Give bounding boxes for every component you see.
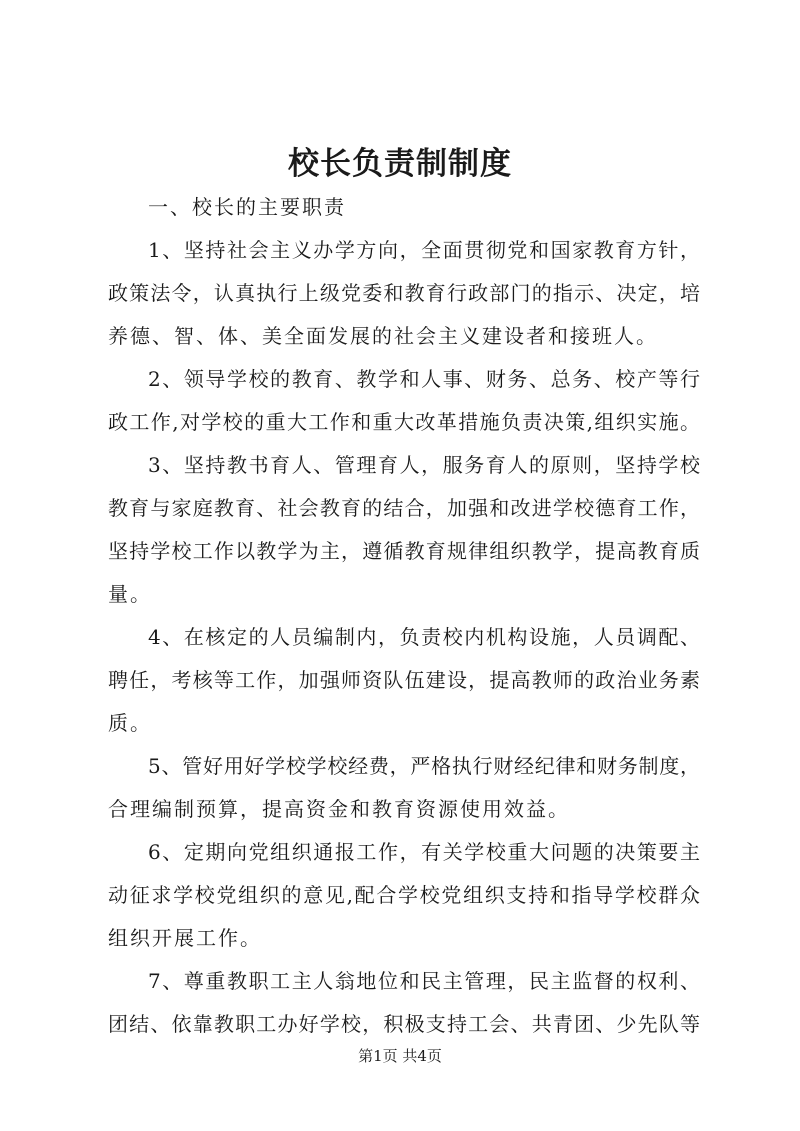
document-title: 校长负责制制度 [288, 146, 512, 182]
paragraph-line: 1、坚持社会主义办学方向，全面贯彻党和国家教育方针， [148, 238, 700, 262]
paragraph-line: 3、坚持教书育人、管理育人，服务育人的原则，坚持学校 [148, 453, 700, 477]
paragraph-line: 团结、依靠教职工办好学校，积极支持工会、共青团、少先队等 [108, 1012, 700, 1036]
paragraph-line: 政策法令，认真执行上级党委和教育行政部门的指示、决定，培 [108, 281, 700, 305]
paragraph-line: 质。 [108, 711, 152, 735]
paragraph-line: 政工作,对学校的重大工作和重大改革措施负责决策,组织实施。 [108, 410, 700, 434]
paragraph-line: 坚持学校工作以教学为主，遵循教育规律组织教学，提高教育质 [108, 539, 700, 563]
paragraph-line: 教育与家庭教育、社会教育的结合，加强和改进学校德育工作， [108, 496, 700, 520]
paragraph-line: 量。 [108, 582, 152, 606]
paragraph-line: 聘任，考核等工作，加强师资队伍建设，提高教师的政治业务素 [108, 668, 700, 692]
paragraph-line: 2、领导学校的教育、教学和人事、财务、总务、校产等行 [148, 367, 700, 391]
paragraph-line: 7、尊重教职工主人翁地位和民主管理，民主监督的权利、 [148, 969, 700, 993]
paragraph-line: 4、在核定的人员编制内，负责校内机构设施，人员调配、 [148, 625, 700, 649]
paragraph-line: 6、定期向党组织通报工作，有关学校重大问题的决策要主 [148, 840, 700, 864]
section-heading: 一、校长的主要职责 [148, 195, 346, 219]
paragraph-line: 5、管好用好学校学校经费，严格执行财经纪律和财务制度， [148, 754, 700, 778]
paragraph-line: 合理编制预算，提高资金和教育资源使用效益。 [108, 797, 570, 821]
paragraph-line: 养德、智、体、美全面发展的社会主义建设者和接班人。 [108, 324, 658, 348]
page-footer: 第1页 共4页 [358, 1047, 442, 1065]
paragraph-line: 动征求学校党组织的意见,配合学校党组织支持和指导学校群众 [108, 883, 700, 907]
document-body [108, 186, 700, 1046]
paragraph-line: 组织开展工作。 [108, 926, 262, 950]
